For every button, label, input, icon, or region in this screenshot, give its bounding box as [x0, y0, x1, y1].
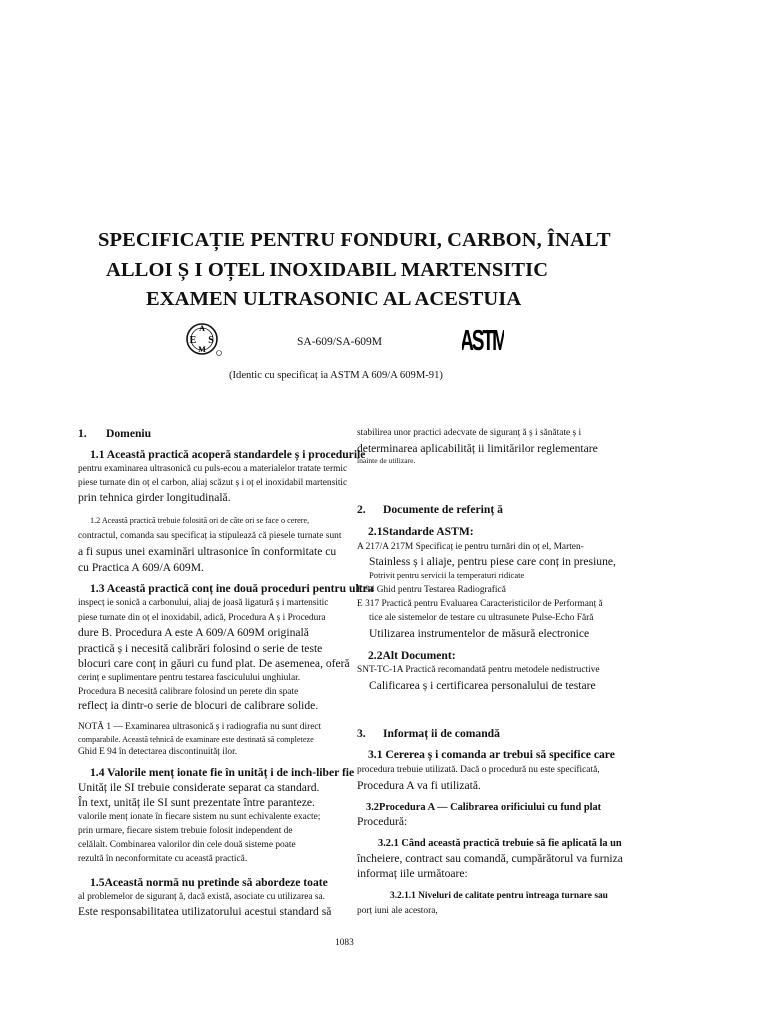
p3211-line-2: porț iuni ale acestora, — [357, 906, 438, 916]
section-2-heading: Documente de referinț ă — [383, 503, 503, 516]
p14-line-7: rezultă în neconformitate cu această practică. — [78, 854, 248, 864]
p31-line-2: procedura trebuie utilizată. Dacă o procedură nu este specificată, — [357, 765, 600, 775]
section-1-number: 1. — [78, 427, 87, 440]
p13-line-3: piese turnate din oț el inoxidabil, adică, Procedura A ș i Procedura — [78, 613, 326, 623]
note1-line-1: NOTĂ 1 — Examinarea ultrasonică ș i radiografia nu sunt direct — [78, 722, 322, 732]
p13-line-1: 1.3 Această practică conț ine două proceduri pentru ultra — [90, 582, 374, 595]
e317-line-2: tice ale sistemelor de testare cu ultrasunete Pulse-Echo Fără — [369, 613, 594, 623]
p14-line-5: prin urmare, fiecare sistem trebuie folosit independent de — [78, 826, 293, 836]
p12-line-2: contractul, comanda sau specificaț ia stipulează că piesele turnate sunt — [78, 531, 342, 541]
astm-logo — [462, 320, 504, 360]
col2-cont-line-1: stabilirea unor practici adecvate de siguranț ă ș i sănătate ș i — [357, 428, 582, 438]
p11-line-2: pentru examinarea ultrasonică cu puls-ecou a materialelor tratate termic — [78, 464, 348, 474]
e317-line-3: Utilizarea instrumentelor de măsură electronice — [369, 627, 590, 640]
page-number: 1083 — [335, 938, 354, 948]
section-2-number: 2. — [357, 503, 366, 516]
title-line-2: ALLOI Ș I OȚEL INOXIDABIL MARTENSITIC — [106, 259, 549, 281]
section-2-1-heading: 2.1Standarde ASTM: — [368, 525, 474, 538]
p11-line-3: piese turnate din oț el carbon, aliaj scăzut ș i oț el inoxidabil martensitic — [78, 478, 348, 488]
snt-line-1: SNT-TC-1A Practică recomandată pentru metodele nedistructive — [357, 665, 600, 675]
p13-line-4: dure B. Procedura A este A 609/A 609M originală — [78, 626, 309, 639]
p12-line-4: cu Practica A 609/A 609M. — [78, 561, 204, 574]
svg-text:ASTM: ASTM — [462, 325, 504, 358]
p13-line-9: reflecț ia dintr-o serie de blocuri de calibrare solide. — [78, 699, 319, 712]
p14-line-1: 1.4 Valorile menț ionate fie în unităț i de inch-liber fie — [90, 766, 355, 779]
asme-logo — [184, 321, 224, 359]
section-3-heading: Informaț ii de comandă — [383, 727, 500, 740]
designation: SA-609/SA-609M — [297, 336, 382, 348]
p3211-line-1: 3.2.1.1 Niveluri de calitate pentru întreaga turnare sau — [390, 891, 608, 901]
col2-cont-line-3: înainte de utilizare. — [357, 456, 416, 465]
section-2-2-heading: 2.2Alt Document: — [368, 649, 456, 662]
p12-line-3: a fi supus unei examinări ultrasonice în conformitate cu — [78, 545, 337, 558]
identical-note: (Identic cu specificaț ia ASTM A 609/A 609M-91) — [229, 370, 443, 381]
p15-line-2: al problemelor de siguranț ă, dacă există, asociate cu utilizarea sa. — [78, 892, 326, 902]
p14-line-2: Unităț ile SI trebuie considerate separat ca standard. — [78, 781, 320, 794]
p14-line-3: În text, unităț ile SI sunt prezentate între paranteze. — [78, 796, 315, 809]
a217-line-3: Potrivit pentru servicii la temperaturi ridicate — [369, 570, 525, 580]
svg-text:A: A — [199, 324, 205, 333]
p13-line-5: practică ș i necesită calibrări folosind o serie de teste — [78, 642, 323, 655]
p15-line-1: 1.5Această normă nu pretinde să abordeze toate — [90, 876, 328, 889]
col2-cont-line-2: determinarea aplicabilităț ii limitărilor reglementare — [357, 442, 598, 455]
a217-line-2: Stainless ș i aliaje, pentru piese care conț in presiune, — [369, 555, 616, 568]
p13-line-2: inspecț ie sonică a carbonului, aliaj de joasă ligatură ș i martensitic — [78, 598, 329, 608]
svg-text:S: S — [208, 335, 214, 346]
note1-line-3: Ghid E 94 în detectarea discontinuităț ilor. — [78, 747, 238, 757]
p32-line-2: Procedură: — [357, 815, 408, 828]
svg-text:E: E — [189, 335, 197, 346]
a217-line-1: A 217/A 217M Specificaț ie pentru turnări din oț el, Marten- — [357, 542, 584, 552]
p11-line-4: prin tehnica girder longitudinală. — [78, 491, 231, 504]
svg-text:M: M — [198, 345, 206, 354]
p14-line-4: valorile menț ionate în fiecare sistem nu sunt echivalente exacte; — [78, 812, 321, 822]
p12-line-1: 1.2 Această practică trebuie folosită ori de câte ori se face o cerere, — [90, 516, 310, 525]
title-line-3: EXAMEN ULTRASONIC AL ACESTUIA — [146, 288, 522, 310]
p32-line-1: 3.2Procedura A — Calibrarea orificiului cu fund plat — [366, 802, 602, 813]
p321-line-1: 3.2.1 Când această practică trebuie să fie aplicată la un — [378, 838, 622, 849]
p15-line-3: Este responsabilitatea utilizatorului acestui standard să — [78, 905, 332, 918]
snt-line-2: Calificarea ș i certificarea personalului de testare — [369, 679, 596, 692]
title-line-1: SPECIFICAȚIE PENTRU FONDURI, CARBON, ÎNALT — [98, 229, 611, 251]
p321-line-2: încheiere, contract sau comandă, cumpărătorul va furniza — [357, 852, 623, 865]
note1-line-2: comparabile. Această tehnică de examinare este destinată să completeze — [78, 735, 314, 744]
p13-line-8: Procedura B necesită calibrare folosind un perete din spate — [78, 687, 299, 697]
section-1-heading: Domeniu — [106, 427, 152, 440]
p13-line-7: cerinț e suplimentare pentru testarea fasciculului unghiular. — [78, 673, 301, 683]
p321-line-3: informaț iile următoare: — [357, 867, 468, 880]
p11-line-1: 1.1 Această practică acoperă standardele ș i procedurile — [90, 448, 366, 461]
section-3-number: 3. — [357, 727, 366, 740]
p14-line-6: celălalt. Combinarea valorilor din cele două sisteme poate — [78, 840, 296, 850]
e317-line-1: E 317 Practică pentru Evaluarea Caracteristicilor de Performanț ă — [357, 599, 603, 609]
p31-line-1: 3.1 Cererea ș i comanda ar trebui să specifice care — [368, 748, 615, 761]
p31-line-3: Procedura A va fi utilizată. — [357, 779, 481, 792]
p13-line-6: blocuri care conț in găuri cu fund plat. De asemenea, oferă — [78, 657, 350, 670]
e94-reference: E 94 Ghid pentru Testarea Radiografică — [357, 585, 506, 595]
